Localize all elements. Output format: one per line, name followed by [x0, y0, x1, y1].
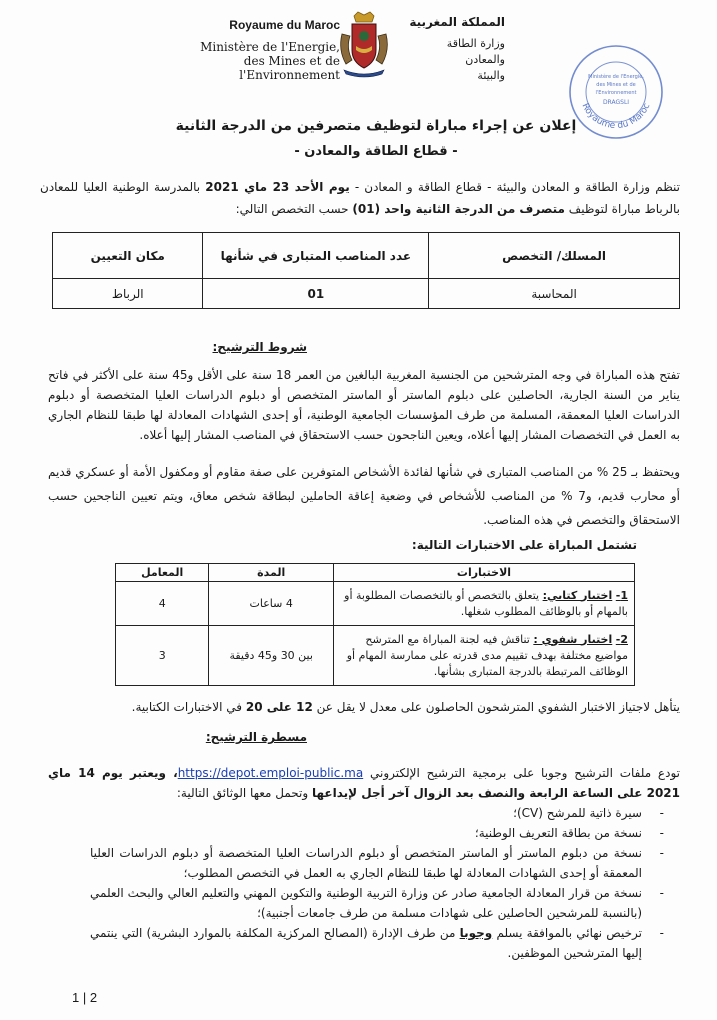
table-header-row: [53, 233, 680, 279]
header-fr-line-2: des Mines et de: [243, 54, 340, 68]
intro-paragraph: تنظم وزارة الطاقة و المعادن والبيئة - قطاع الطاقة و المعادن - يوم الأحد 23 ماي 2021 بالمدرسة الوطنية العليا للمعادن بالرباط مباراة لتوظيف متصرف من الدرجة الثانية واحد (01) حسب التخصص التالي:: [40, 180, 681, 216]
stamp-inner-line-3: l'Environnement: [595, 90, 637, 96]
stamp-inner-line-4: DRAGSLI: [602, 99, 630, 106]
conditions-title: شروط الترشيح:: [212, 340, 307, 354]
conditions-paragraph-2: ويحتفظ بـ 25 % من المناصب المتبارى في شأنها لفائدة الأشخاص المتوفرين على صفة مقاوم أو ومكفول الأمة أو عسكري قديم أو محارب قديم، و7 % من المناصب للأشخاص في وضعية إعاقة الحاملين لبطاقة شخص معاق، ويتم تعيين الناجحين حسب الاستحقاق والتخصص في هذه المناصب.: [48, 465, 680, 527]
stamp-inner-line-2: des Mines et de: [596, 82, 636, 88]
page-number: 1 | 2: [72, 990, 98, 1005]
cell-oral-coefficient: 3: [116, 626, 209, 686]
stamp-text: Royaume du Maroc: [579, 101, 653, 132]
coat-of-arms-icon: [336, 10, 392, 80]
stamp-inner-line-1: Ministère de l'Energie,: [588, 74, 644, 80]
table-row: [116, 626, 635, 686]
procedure-paragraph: تودع ملفات الترشيح وجوبا على برمجية الترشيح الإلكتروني https://depot.emploi-public.ma، ويعتبر يوم 14 ماي 2021 على الساعة الرابعة والنصف بعد الزوال آخر أجل لإيداعها وتحمل معها الوثائق التالية:: [48, 766, 680, 800]
conditions-paragraph-1: تفتح هذه المباراة في وجه المترشحين من الجنسية المغربية البالغين من العمر 18 سنة على الأقل و45 سنة على الأكثر في فاتح يناير من السنة الجارية، الحاصلين على دبلوم الماستر أو الماستر المتخصص أو دبلوم الدراسات العليا المتخصصة أو دبلوم الدراسات العليا المعمقة، المسلمة من طرف المؤسسات الجامعية الوطنية، أو إحدى الشهادات المعادلة لها طبقا للنظام الجاري به العمل في التخصصات المشار إليها أعلاه، ويعين الناجحون حسب الاستحقاق في المناصب المشار إليها أعلاه.: [48, 368, 680, 442]
exams-note: يتأهل لاجتياز الاختبار الشفوي المترشحون الحاصلون على معدل لا يقل عن 12 على 20 في الاختبارات الكتابية.: [131, 700, 680, 714]
list-item: - نسخة من بطاقة التعريف الوطنية؛: [90, 823, 670, 843]
header-post-count: عدد المناصب المتبارى في شأنها: [203, 233, 429, 279]
list-item: - ترخيص نهائي بالموافقة يسلم وجوبا من طرف الإدارة (المصالح المركزية المكلفة بالموارد البشرية) التي ينتمي إليها المترشحين الموظفين.: [90, 923, 670, 963]
cell-written-duration: 4 ساعات: [209, 582, 334, 626]
application-deadline: ، ويعتبر يوم 14 ماي 2021 على الساعة الرابعة والنصف بعد الزوال آخر أجل لإيداعها: [48, 766, 680, 800]
cell-oral-duration: بين 30 و45 دقيقة: [209, 626, 334, 686]
table-header-row: [116, 564, 635, 582]
announcement-subtitle: - قطاع الطاقة والمعادن -: [294, 144, 458, 159]
header-location: مكان التعيين: [53, 233, 203, 279]
cell-oral-exam: 2- اختبار شفوي : تناقش فيه لجنة المباراة مع المترشح مواضيع مختلفة بهدف تقييم مدى قدرته على ممارسة المهام أو الوظائف المرتبطة بالدرجة المتبارى بشأنها.: [333, 626, 634, 686]
exams-table: [115, 563, 635, 686]
header-ar-line-1: وزارة الطاقة: [446, 37, 505, 50]
header-fr-line-3: l'Environnement: [239, 68, 340, 82]
exams-title: تشتمل المباراة على الاختبارات التالية:: [411, 538, 637, 552]
header-duration: المدة: [209, 564, 334, 582]
procedure-title: مسطرة الترشيح:: [205, 730, 307, 744]
positions-table: [52, 232, 680, 309]
list-item: - نسخة من دبلوم الماستر أو الماستر المتخصص أو دبلوم الدراسات العليا المتخصصة أو دبلوم الدراسات العليا المعمقة أو إحدى الشهادات المعادلة لها طبقا للنظام الجاري به العمل في التخصص المطلوب؛: [90, 843, 670, 883]
cell-written-exam: 1- اختبار كتابي: يتعلق بالتخصص أو بالتخصصات المطلوبة أو بالمهام أو بالوظائف المطلوب شغلها.: [333, 582, 634, 626]
cell-specialty: المحاسبة: [429, 279, 680, 309]
cell-post-count: 01: [203, 279, 429, 309]
exam-date: يوم الأحد 23 ماي 2021: [205, 180, 350, 194]
announcement-title: إعلان عن إجراء مباراة لتوظيف متصرفين من الدرجة الثانية: [175, 118, 577, 134]
header-ar-kingdom: المملكة المغربية: [409, 15, 505, 29]
header-ar-line-3: والبيئة: [477, 69, 505, 82]
header-ar-line-2: والمعادن: [465, 53, 505, 66]
header-arabic: [395, 14, 505, 84]
table-row: [53, 279, 680, 309]
header-exams: الاختبارات: [333, 564, 634, 582]
header-fr-kingdom: Royaume du Maroc: [229, 18, 340, 32]
header-french: [190, 18, 340, 82]
pass-threshold: 12 على 20: [245, 700, 313, 714]
list-item: - سيرة ذاتية للمرشح (CV)؛: [90, 803, 670, 823]
list-item: - نسخة من قرار المعادلة الجامعية صادر عن وزارة التربية الوطنية والتكوين المهني والتعليم العالي والبحث العلمي (بالنسبة للمرشحين الحاصلين على شهادات مسلمة من طرف جامعات أجنبية)؛: [90, 883, 670, 923]
cell-location: الرباط: [53, 279, 203, 309]
application-portal-link[interactable]: https://depot.emploi-public.ma: [177, 766, 364, 780]
required-documents-list: [90, 803, 670, 963]
header-coefficient: المعامل: [116, 564, 209, 582]
post-count: متصرف من الدرجة الثانية واحد (01): [352, 202, 565, 216]
cell-written-coefficient: 4: [116, 582, 209, 626]
header-specialty: المسلك/ التخصص: [429, 233, 680, 279]
table-row: [116, 582, 635, 626]
header-fr-line-1: Ministère de l'Energie,: [200, 40, 340, 54]
